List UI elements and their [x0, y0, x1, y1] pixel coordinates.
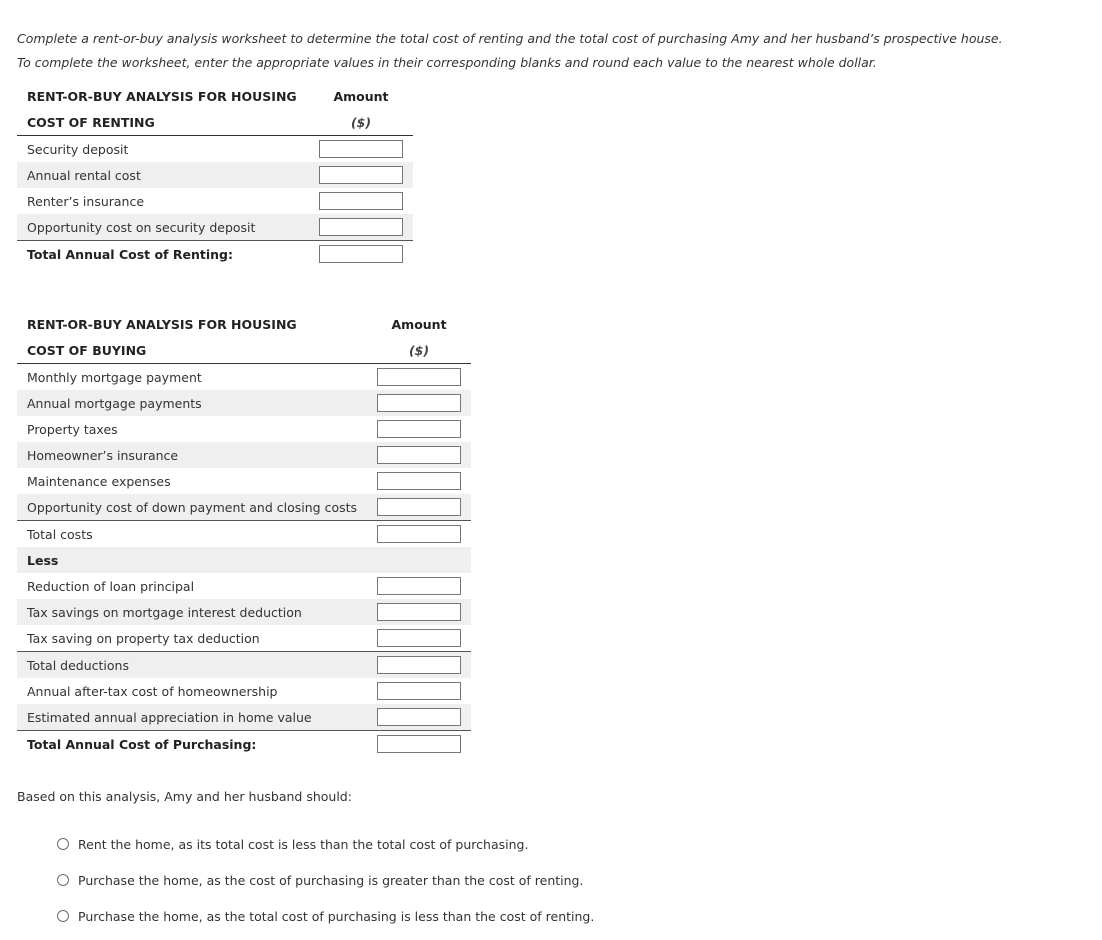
security-deposit-input[interactable] — [319, 140, 403, 158]
renting-header-subtitle: COST OF RENTING — [17, 109, 309, 136]
tax-saving-property-tax-input[interactable] — [377, 629, 461, 647]
radio-button[interactable] — [57, 874, 69, 886]
estimated-appreciation-input[interactable] — [377, 708, 461, 726]
option-purchase-less[interactable] — [57, 898, 594, 934]
reduction-loan-principal-input[interactable] — [377, 577, 461, 595]
renters-insurance-input[interactable] — [319, 192, 403, 210]
table-row — [17, 468, 471, 494]
row-label: Estimated annual appreciation in home value — [17, 704, 367, 731]
monthly-mortgage-payment-input[interactable] — [377, 368, 461, 386]
row-label: Maintenance expenses — [27, 473, 171, 489]
row-label: Opportunity cost of down payment and closing costs — [17, 494, 367, 521]
annual-rental-cost-input[interactable] — [319, 166, 403, 184]
opportunity-cost-down-payment-input[interactable] — [377, 498, 461, 516]
row-label: Annual mortgage payments — [17, 390, 367, 416]
row-label: Total costs — [17, 521, 367, 548]
row-label: Total Annual Cost of Renting: — [17, 241, 309, 268]
buying-amount-unit: ($) — [367, 337, 471, 364]
row-label: Renter’s insurance — [27, 193, 145, 209]
table-row — [17, 241, 413, 268]
renting-amount-unit: ($) — [309, 109, 413, 136]
row-label: Monthly mortgage payment — [27, 369, 202, 385]
table-row — [17, 547, 471, 573]
table-row — [17, 442, 471, 468]
row-label: Opportunity cost on security deposit — [17, 214, 309, 241]
homeowners-insurance-input[interactable] — [377, 446, 461, 464]
radio-button[interactable] — [57, 838, 69, 850]
row-label: Tax savings on mortgage interest deduction — [17, 599, 367, 625]
opportunity-cost-security-deposit-input[interactable] — [319, 218, 403, 236]
question-text: Based on this analysis, Amy and her husband should: — [17, 789, 352, 804]
table-row — [17, 494, 471, 521]
table-row — [17, 625, 471, 652]
row-label: Annual rental cost — [17, 162, 309, 188]
option-rent[interactable] — [57, 826, 594, 862]
total-deductions-input[interactable] — [377, 656, 461, 674]
table-row — [17, 599, 471, 625]
row-label: Tax saving on property tax deduction — [27, 630, 260, 646]
table-row — [17, 416, 471, 442]
option-label: Rent the home, as its total cost is less than the total cost of purchasing. — [78, 836, 529, 852]
table-row — [17, 521, 471, 548]
less-label: Less — [17, 547, 367, 573]
option-label: Purchase the home, as the total cost of purchasing is less than the cost of renting. — [78, 908, 595, 924]
buying-header-title: RENT-OR-BUY ANALYSIS FOR HOUSING — [27, 316, 297, 332]
answer-options — [57, 826, 594, 934]
instructions-text: Complete a rent-or-buy analysis worksheet to determine the total cost of renting and the total cost of purchasing Amy and her husband’s prospective house. To complete the worksheet, enter the appropriate values in their corresponding blanks and round each value to the nearest whole dollar. — [17, 31, 1003, 70]
tax-savings-mortgage-interest-input[interactable] — [377, 603, 461, 621]
row-label: Reduction of loan principal — [27, 578, 195, 594]
table-row — [17, 573, 471, 599]
row-label: Total Annual Cost of Purchasing: — [17, 731, 367, 758]
table-row — [17, 678, 471, 704]
table-row — [17, 364, 471, 391]
option-purchase-greater[interactable] — [57, 862, 594, 898]
property-taxes-input[interactable] — [377, 420, 461, 438]
buying-amount-header: Amount — [391, 316, 447, 332]
total-costs-input[interactable] — [377, 525, 461, 543]
renting-worksheet-table — [17, 83, 413, 267]
table-row — [17, 214, 413, 241]
row-label: Security deposit — [27, 141, 129, 157]
row-label: Homeowner’s insurance — [17, 442, 367, 468]
buying-worksheet-table — [17, 311, 471, 757]
renting-header-title: RENT-OR-BUY ANALYSIS FOR HOUSING — [27, 88, 297, 104]
total-annual-cost-renting-input[interactable] — [319, 245, 403, 263]
annual-after-tax-cost-input[interactable] — [377, 682, 461, 700]
table-row — [17, 136, 413, 163]
annual-mortgage-payments-input[interactable] — [377, 394, 461, 412]
option-label: Purchase the home, as the cost of purchasing is greater than the cost of renting. — [78, 872, 584, 888]
row-label: Property taxes — [27, 421, 118, 437]
table-row — [17, 652, 471, 679]
row-label: Total deductions — [17, 652, 367, 679]
buying-header-subtitle: COST OF BUYING — [17, 337, 367, 364]
table-row — [17, 390, 471, 416]
radio-button[interactable] — [57, 910, 69, 922]
table-row — [17, 704, 471, 731]
maintenance-expenses-input[interactable] — [377, 472, 461, 490]
total-annual-cost-purchasing-input[interactable] — [377, 735, 461, 753]
row-label: Annual after-tax cost of homeownership — [27, 683, 278, 699]
table-row — [17, 162, 413, 188]
renting-amount-header: Amount — [333, 88, 389, 104]
table-row — [17, 731, 471, 758]
table-row — [17, 188, 413, 214]
